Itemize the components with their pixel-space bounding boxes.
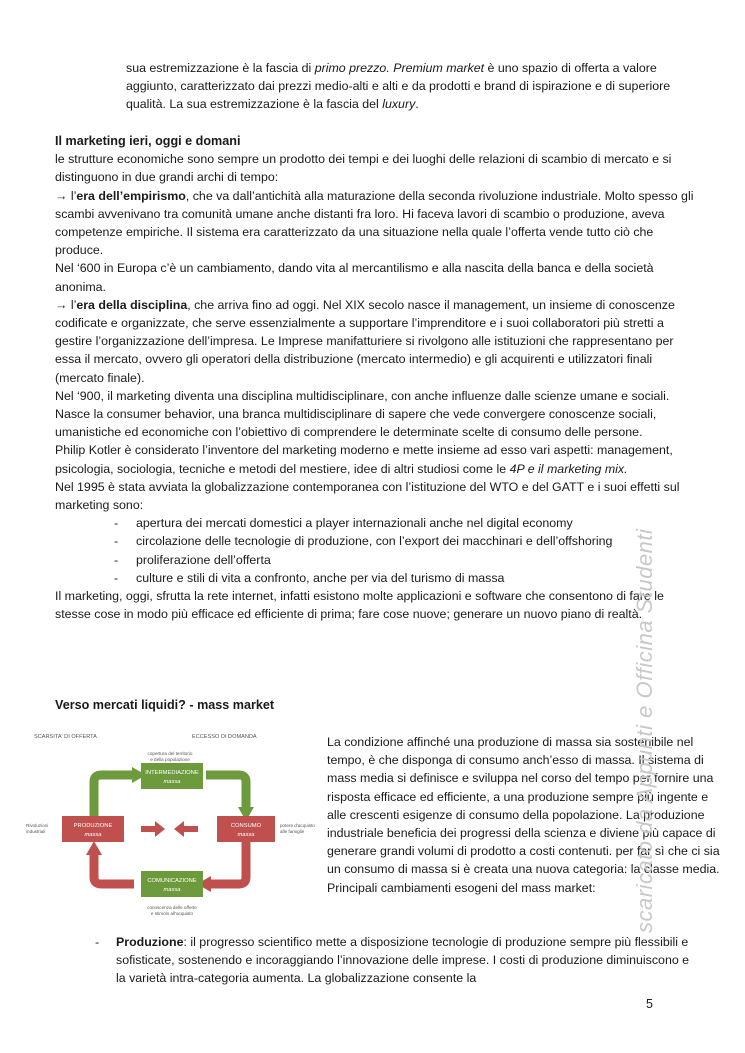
section-marketing xyxy=(55,132,695,623)
arrow-inter-to-consumo xyxy=(206,775,246,809)
mass-market-paragraph: La condizione affinché una produzione di massa sia sostenibile nel tempo, è che disponga di consumo anch’esso di massa. Il sistema di mass media si definisce e sviluppa nel corso del tempo per fornire una risposta efficace ed efficiente, a una produzione sempre più ingente e alle crescenti esigenze di consumo della popolazione. La produzione industriale beneficia dei progressi della scienza e diviene più capace di generare grandi volumi di prodotto a costi contenuti. per far sì che ci sia un consumo di massa si è creata una nuova categoria: la classe media. Principali cambiamenti esogeni del mass market: xyxy=(327,735,720,895)
box-label: COMUNICAZIONE xyxy=(147,878,197,884)
paragraph-kotler xyxy=(55,441,695,477)
paragraph-600: Nel ‘600 in Europa c’è un cambiamento, dando vita al mercantilismo e alla nascita della banca e della società anonima. xyxy=(55,261,654,294)
note-bottom-2: e stimolo all'acquisto xyxy=(150,911,194,916)
effects-list xyxy=(55,514,695,587)
middle-arrow-left-shaft xyxy=(184,826,198,832)
bullet-text xyxy=(116,933,698,988)
label-eccesso: ECCESSO DI DOMANDA xyxy=(192,734,257,740)
paragraph-text: , che va dall’antichità alla maturazione della seconda rivoluzione industriale. Molto spesso gli scambi avvenivano tra comunità umane anche distanti fra loro. Hi faceva lavori di scambio o produzione, aveva competenze empiriche. Il sistema era caratterizzato da una situazione nella quale l’offerta vende tutto ciò che produce. xyxy=(55,188,694,258)
paragraph-text: : il progresso scientifico mette a disposizione tecnologie di produzione sempre più flessibili e sofisticate, sostenendo e incoraggiando l’innovazione delle imprese. I costi di produzione diminuiscono e la varietà intra-categoria aumenta. La globalizzazione consente la xyxy=(116,935,690,986)
arrow-text: → l’ xyxy=(55,188,77,203)
intro-italic-1: primo prezzo. Premium market xyxy=(314,61,485,75)
note-left-1: Rivoluzioni xyxy=(26,823,49,828)
note-top-2: e della popolazione xyxy=(150,757,190,762)
list-item: - circolazione delle tecnologie di produzione, con l’export dei macchinari e dell’offshoring xyxy=(55,532,695,550)
arrowhead xyxy=(86,841,102,855)
note-bottom-1: conoscenza delle offerte xyxy=(147,905,197,910)
arrow-text: → l’ xyxy=(55,297,77,312)
box-label: CONSUMO xyxy=(230,823,262,829)
box-sublabel: massa xyxy=(237,832,255,838)
list-item: - apertura dei mercati domestici a player internazionali anche nel digital economy xyxy=(55,514,695,532)
box-consumo xyxy=(217,816,275,842)
paragraph-intro: le strutture economiche sono sempre un prodotto dei tempi e dei luoghi delle relazioni di scambio di mercato e si distinguono in due grandi archi di tempo: xyxy=(55,152,672,185)
box-sublabel: massa xyxy=(163,779,181,785)
italic-term: 4P e il marketing mix. xyxy=(509,461,628,476)
bold-term: era dell’empirismo xyxy=(76,188,186,203)
paragraph-text: , che arriva fino ad oggi. Nel XIX secolo nasce il management, un insieme di conoscenze codificate e organizzate, che serve essenzialmente a supportare l’imprenditore e i suoi collaboratori più stretti a gestire l’organizzazione dell’impresa. Le Imprese manifatturiere si rivolgono alle istituzioni che rappresentano per essa il mercato, ovvero gli operatori della distribuzione (mercato intermedio) e gli acquirenti e utilizzatori finali (mercato finale). xyxy=(55,297,675,385)
watermark xyxy=(620,528,657,933)
intro-text-2: è uno spazio di offerta a valore aggiunto, caratterizzato dai prezzi medio-alti e alti e da prodotti e brand di ispirazione e di superiore qualità. La sua estremizzazione è la fascia del xyxy=(126,61,671,112)
note-right-2: alle famiglie xyxy=(280,829,305,834)
list-item: - proliferazione dell’offerta xyxy=(55,551,695,569)
section-title: Il marketing ieri, oggi e domani xyxy=(55,134,241,148)
bold-term: Produzione xyxy=(116,935,184,949)
arrow-prod-to-inter xyxy=(94,775,134,817)
watermark-text: scaricato da Appunti e Officina Studenti xyxy=(632,528,657,933)
arrow-com-to-prod xyxy=(94,853,134,884)
box-intermediazione xyxy=(141,763,203,789)
mass-market-diagram xyxy=(24,727,316,924)
list-item: - culture e stili di vita a confronto, anche per via del turismo di massa xyxy=(55,569,695,587)
box-label: PRODUZIONE xyxy=(73,823,113,829)
bullet-dash: - xyxy=(95,935,100,949)
paragraph-era-disciplina xyxy=(55,296,695,387)
bold-term: era della disciplina xyxy=(76,297,188,312)
note-right-1: potere d'acquisto xyxy=(280,823,315,828)
label-scarsita: SCARSITA' DI OFFERTA xyxy=(34,734,97,740)
middle-arrow-right-shaft xyxy=(141,826,155,832)
box-label: INTERMEDIAZIONE xyxy=(145,770,199,776)
box-sublabel: massa xyxy=(163,887,181,893)
box-comunicazione xyxy=(141,871,203,897)
paragraph-closing: Il marketing, oggi, sfrutta la rete internet, infatti esistono molte applicazioni e software che consentono di fare le stesse cose in modo più efficace ed efficiente di prima; fare cose nuove; generare un nuovo piano di realtà. xyxy=(55,589,664,622)
page-number: 5 xyxy=(646,997,653,1011)
paragraph-era-empirismo xyxy=(55,187,695,260)
box-sublabel: massa xyxy=(84,832,102,838)
arrow-consumo-to-com xyxy=(209,842,246,884)
intro-text-1: sua estremizzazione è la fascia di xyxy=(126,61,315,75)
middle-arrow-left-head xyxy=(174,821,184,837)
note-left-2: industriali xyxy=(26,829,46,834)
paragraph-text: Philip Kotler è considerato l’inventore del marketing moderno e mette insieme ad esso vari aspetti: management, psicologia, sociologia, tecniche e metodi del mestiere, idee di altri studiosi come le xyxy=(55,443,673,476)
note-top-1: copertura del territorio xyxy=(147,751,193,756)
section-title-mass-market: Verso mercati liquidi? - mass market xyxy=(55,698,275,712)
intro-text-3: . xyxy=(415,97,419,112)
intro-paragraph xyxy=(126,59,696,114)
paragraph-900: Nel ‘900, il marketing diventa una disciplina multidisciplinare, con anche influenze dalle scienze umane e sociali. Nasce la consumer behavior, una branca multidisciplinare di sapere che vede convergere conoscenze sociali, umanistiche ed economiche con l’obiettivo di comprendere le determinate scelte di consumo delle persone. xyxy=(55,388,670,440)
intro-italic-2: luxury xyxy=(382,97,416,112)
box-produzione xyxy=(62,816,124,842)
paragraph-1995: Nel 1995 è stata avviata la globalizzazione contemporanea con l’istituzione del WTO e del GATT e i suoi effetti sul marketing sono: xyxy=(55,479,680,513)
middle-arrow-right-head xyxy=(155,821,165,837)
